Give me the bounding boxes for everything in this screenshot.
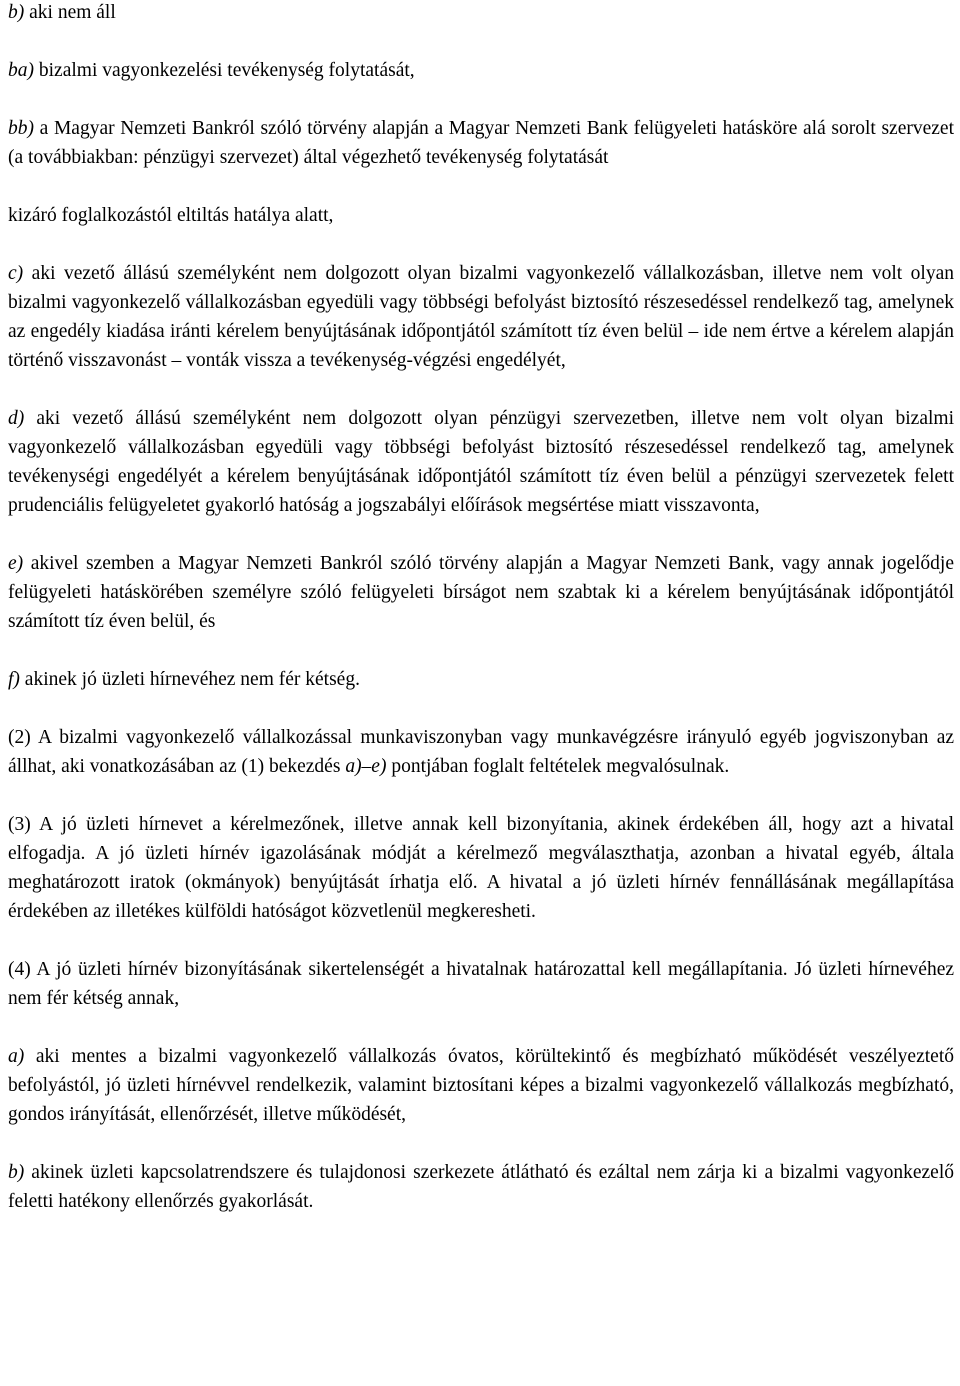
paragraph-label: d) bbox=[8, 408, 25, 429]
paragraph-text: akinek jó üzleti hírnevéhez nem fér kétség. bbox=[19, 669, 360, 690]
paragraph-text-after: pontjában foglalt feltételek megvalósulnak. bbox=[386, 756, 730, 777]
paragraph-c bbox=[8, 259, 954, 375]
paragraph-text: akivel szemben a Magyar Nemzeti Bankról szóló törvény alapján a Magyar Nemzeti Bank, vagy annak jogelődje felügyeleti hatáskörében személyre szóló felügyeleti bírságot nem szabtak ki a kérelem benyújtásának időpontjától számított tíz éven belül, és bbox=[8, 553, 954, 632]
inline-reference-label: a)–e) bbox=[345, 756, 387, 777]
paragraph-label: bb) bbox=[8, 118, 34, 139]
paragraph-kizaro bbox=[8, 201, 954, 230]
paragraph-d bbox=[8, 404, 954, 520]
paragraph-e bbox=[8, 549, 954, 636]
paragraph-text: (4) A jó üzleti hírnév bizonyításának sikertelenségét a hivatalnak határozattal kell megállapítania. Jó üzleti hírnevéhez nem fér kétség annak, bbox=[8, 959, 954, 1009]
paragraph-ba bbox=[8, 56, 954, 85]
paragraph-label: ba) bbox=[8, 60, 34, 81]
paragraph-label: b) bbox=[8, 1162, 25, 1183]
paragraph-text: aki vezető állású személyként nem dolgozott olyan pénzügyi szervezetben, illetve nem volt olyan bizalmi vagyonkezelő vállalkozásban egyedüli vagy többségi befolyást biztosító részesedéssel rendelkező tag, amelynek tevékenységi engedélyét a kérelem benyújtásának időpontjától számított tíz éven belül a pénzügyi szervezetek felett prudenciális felügyeletet gyakorló hatóság a jogszabályi előírások megsértése miatt visszavonta, bbox=[8, 408, 954, 516]
paragraph-text: akinek üzleti kapcsolatrendszere és tulajdonosi szerkezete átlátható és ezáltal nem zárja ki a bizalmi vagyonkezelő feletti hatékony ellenőrzés gyakorlását. bbox=[8, 1162, 954, 1212]
paragraph-text: aki vezető állású személyként nem dolgozott olyan bizalmi vagyonkezelő vállalkozásban, illetve nem volt olyan bizalmi vagyonkezelő vállalkozásban egyedüli vagy többségi befolyást biztosító részesedéssel rendelkező tag, amelynek az engedély kiadása iránti kérelem benyújtásának időpontjától számított tíz éven belül – ide nem értve a kérelem alapján történő visszavonást – vonták vissza a tevékenység-végzési engedélyét, bbox=[8, 263, 954, 371]
paragraph-text: aki mentes a bizalmi vagyonkezelő vállalkozás óvatos, körültekintő és megbízható működését veszélyeztető befolyástól, jó üzleti hírnévvel rendelkezik, valamint biztosítani képes a bizalmi vagyonkezelő vállalkozás megbízható, gondos irányítását, ellenőrzését, illetve működését, bbox=[8, 1046, 954, 1125]
paragraph-text: bizalmi vagyonkezelési tevékenység folytatását, bbox=[34, 60, 415, 81]
paragraph-text: a Magyar Nemzeti Bankról szóló törvény alapján a Magyar Nemzeti Bank felügyeleti hatásköre alá sorolt szervezet (a továbbiakban: pénzügyi szervezet) által végezhető tevékenység folytatását bbox=[8, 118, 954, 168]
paragraph-label: e) bbox=[8, 553, 24, 574]
paragraph-bb bbox=[8, 114, 954, 172]
paragraph-label: c) bbox=[8, 263, 24, 284]
paragraph-text: kizáró foglalkozástól eltiltás hatálya alatt, bbox=[8, 205, 334, 226]
paragraph-label: a) bbox=[8, 1046, 25, 1067]
paragraph-f bbox=[8, 665, 954, 694]
paragraph-text: (3) A jó üzleti hírnevet a kérelmezőnek, illetve annak kell bizonyítania, akinek érdekében áll, hogy azt a hivatal elfogadja. A jó üzleti hírnév igazolásának módját a kérelmező megválaszthatja, azonban a hivatal egyéb, általa meghatározott iratok (okmányok) benyújtását írhatja elő. A hivatal a jó üzleti hírnév fennállásának megállapítása érdekében az illetékes külföldi hatóságot közvetlenül megkeresheti. bbox=[8, 814, 954, 922]
paragraph-4-b bbox=[8, 1158, 954, 1216]
paragraph-text: (2) A bizalmi vagyonkezelő vállalkozással munkaviszonyban vagy munkavégzésre irányuló egyéb jogviszonyban az állhat, aki vonatkozásában az (1) bekezdés bbox=[8, 727, 954, 777]
paragraph-b bbox=[8, 0, 954, 27]
paragraph-text: aki nem áll bbox=[24, 2, 116, 23]
paragraph-section-4 bbox=[8, 955, 954, 1013]
paragraph-4-a bbox=[8, 1042, 954, 1129]
paragraph-label: f) bbox=[8, 669, 20, 690]
paragraph-label: b) bbox=[8, 2, 25, 23]
paragraph-section-3 bbox=[8, 810, 954, 926]
paragraph-section-2 bbox=[8, 723, 954, 781]
